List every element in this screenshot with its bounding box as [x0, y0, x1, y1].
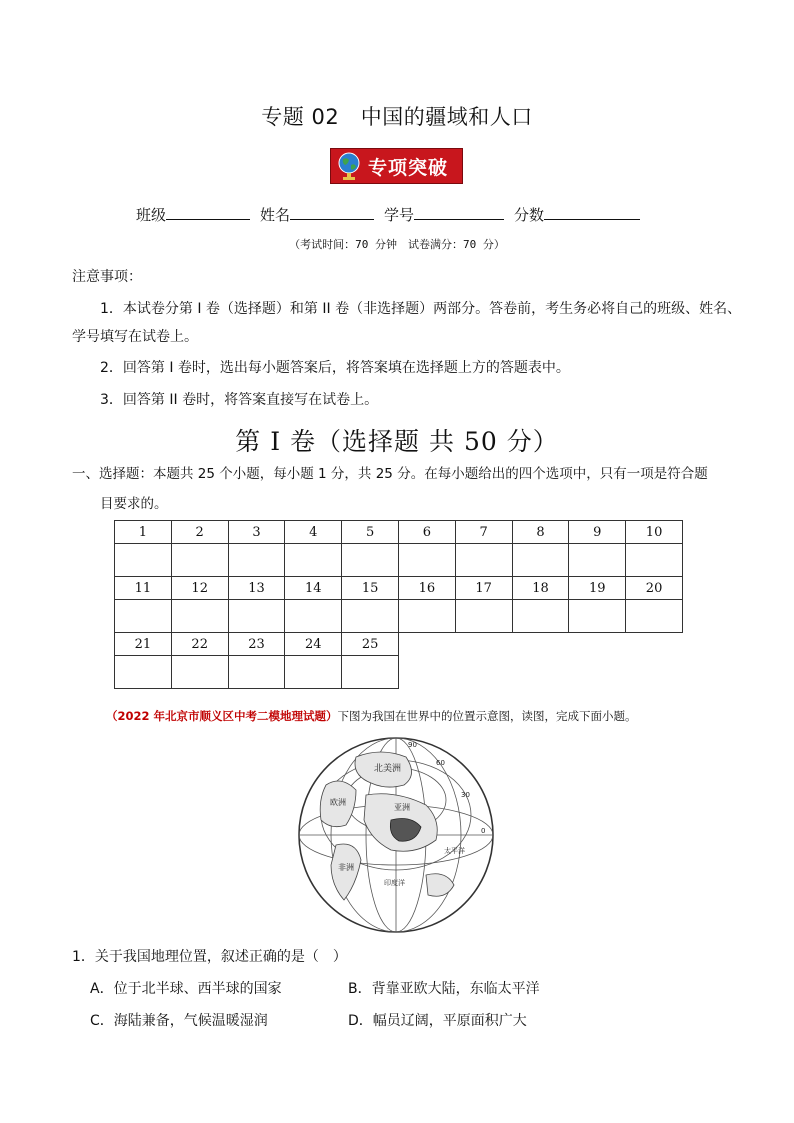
answer-blank-cell[interactable]	[115, 656, 172, 689]
empty-cell	[455, 633, 512, 656]
empty-cell	[569, 656, 626, 689]
answer-blank-cell[interactable]	[115, 544, 172, 577]
answer-blank-cell[interactable]	[398, 544, 455, 577]
answer-table	[114, 520, 683, 689]
map-label-60: 60	[436, 759, 445, 767]
map-label-0: 0	[481, 827, 486, 835]
name-label: 姓名	[260, 206, 291, 224]
empty-cell	[398, 656, 455, 689]
badge-text: 专项突破	[368, 156, 449, 179]
page-title: 专题 02 中国的疆域和人口	[261, 105, 533, 129]
question-1-option-d[interactable]: D．幅员辽阔，平原面积广大	[348, 1013, 527, 1029]
source-text: 下图为我国在世界中的位置示意图，读图，完成下面小题。	[337, 709, 637, 723]
answer-number-cell: 5	[342, 521, 399, 544]
map-label-pacific: 太平洋	[444, 847, 465, 855]
class-field[interactable]	[136, 204, 250, 225]
name-field[interactable]	[260, 204, 374, 225]
answer-blank-cell[interactable]	[569, 544, 626, 577]
question-1-stem: 1．关于我国地理位置，叙述正确的是（ ）	[72, 949, 347, 965]
answer-blank-cell[interactable]	[228, 600, 285, 633]
notice-item-1-cont: 学号填写在试卷上。	[72, 329, 198, 345]
answer-blank-cell[interactable]	[115, 600, 172, 633]
score-blank[interactable]	[544, 205, 640, 220]
score-label: 分数	[514, 206, 545, 224]
question-1-option-c[interactable]: C．海陆兼备，气候温暖湿润	[90, 1013, 268, 1029]
answer-blank-cell[interactable]	[626, 600, 683, 633]
score-field[interactable]	[514, 204, 640, 225]
name-blank[interactable]	[290, 205, 374, 220]
question-1-option-b[interactable]: B．背靠亚欧大陆，东临太平洋	[348, 981, 540, 997]
answer-number-cell: 22	[171, 633, 228, 656]
empty-cell	[512, 656, 569, 689]
answer-blank-cell[interactable]	[171, 544, 228, 577]
source-reference: （2022 年北京市顺义区中考二模地理试题）	[106, 709, 338, 723]
answer-blank-cell[interactable]	[455, 600, 512, 633]
class-label: 班级	[136, 206, 167, 224]
answer-blank-cell[interactable]	[626, 544, 683, 577]
answer-number-cell: 23	[228, 633, 285, 656]
answer-number-cell: 14	[285, 577, 342, 600]
answer-blank-cell[interactable]	[171, 600, 228, 633]
class-blank[interactable]	[166, 205, 250, 220]
map-label-30: 30	[461, 791, 470, 799]
answer-number-cell: 24	[285, 633, 342, 656]
empty-cell	[626, 633, 683, 656]
empty-cell	[512, 633, 569, 656]
answer-number-cell: 12	[171, 577, 228, 600]
answer-number-cell: 4	[285, 521, 342, 544]
map-label-north-america: 北美洲	[374, 764, 402, 774]
exam-time-info: （考试时间：70 分钟 试卷满分：70 分）	[289, 238, 505, 251]
answer-number-cell: 15	[342, 577, 399, 600]
answer-number-cell: 1	[115, 521, 172, 544]
answer-blank-cell[interactable]	[285, 600, 342, 633]
answer-number-cell: 25	[342, 633, 399, 656]
notice-item-1: 1．本试卷分第 I 卷（选择题）和第 II 卷（非选择题）两部分。答卷前，考生务必将自己的班级、姓名、	[100, 301, 742, 317]
answer-blank-cell[interactable]	[512, 600, 569, 633]
question-1-option-a[interactable]: A．位于北半球、西半球的国家	[90, 981, 282, 997]
map-label-europe: 欧洲	[330, 798, 346, 807]
answer-blank-cell[interactable]	[342, 656, 399, 689]
answer-blank-cell[interactable]	[342, 544, 399, 577]
answer-blank-cell[interactable]	[512, 544, 569, 577]
notice-item-2: 2．回答第 I 卷时，选出每小题答案后，将答案填在选择题上方的答题表中。	[100, 360, 570, 376]
answer-number-cell: 9	[569, 521, 626, 544]
answer-blank-cell[interactable]	[569, 600, 626, 633]
answer-blank-cell[interactable]	[228, 544, 285, 577]
answer-blank-cell[interactable]	[285, 656, 342, 689]
id-blank[interactable]	[414, 205, 504, 220]
student-info-fields	[136, 204, 640, 225]
answer-number-cell: 11	[115, 577, 172, 600]
map-label-africa: 非洲	[338, 863, 354, 872]
source-line	[106, 708, 637, 724]
answer-number-cell: 21	[115, 633, 172, 656]
answer-blank-cell[interactable]	[171, 656, 228, 689]
empty-cell	[455, 656, 512, 689]
answer-blank-cell[interactable]	[228, 656, 285, 689]
answer-number-cell: 17	[455, 577, 512, 600]
globe-icon	[336, 151, 362, 181]
id-field[interactable]	[384, 204, 504, 225]
china-world-position-map	[296, 735, 496, 935]
answer-blank-cell[interactable]	[285, 544, 342, 577]
answer-blank-cell[interactable]	[398, 600, 455, 633]
section-title: 第 I 卷（选择题 共 50 分）	[235, 427, 559, 456]
instructions-line-2: 目要求的。	[100, 496, 168, 512]
answer-number-cell: 8	[512, 521, 569, 544]
answer-number-cell: 10	[626, 521, 683, 544]
empty-cell	[569, 633, 626, 656]
notice-heading: 注意事项：	[72, 269, 142, 285]
answer-blank-cell[interactable]	[342, 600, 399, 633]
answer-number-cell: 19	[569, 577, 626, 600]
answer-number-cell: 2	[171, 521, 228, 544]
id-label: 学号	[384, 206, 415, 224]
answer-number-cell: 16	[398, 577, 455, 600]
topic-badge	[330, 148, 463, 184]
answer-number-cell: 18	[512, 577, 569, 600]
notice-item-3: 3．回答第 II 卷时，将答案直接写在试卷上。	[100, 392, 379, 408]
answer-blank-cell[interactable]	[455, 544, 512, 577]
map-label-90: 90	[408, 741, 417, 749]
answer-number-cell: 13	[228, 577, 285, 600]
map-label-asia: 亚洲	[394, 803, 410, 812]
empty-cell	[398, 633, 455, 656]
answer-number-cell: 20	[626, 577, 683, 600]
answer-number-cell: 6	[398, 521, 455, 544]
instructions-line-1: 一、选择题：本题共 25 个小题，每小题 1 分，共 25 分。在每小题给出的四个选项中，只有一项是符合题	[72, 466, 708, 482]
answer-number-cell: 7	[455, 521, 512, 544]
answer-number-cell: 3	[228, 521, 285, 544]
empty-cell	[626, 656, 683, 689]
map-label-indian: 印度洋	[384, 879, 405, 887]
